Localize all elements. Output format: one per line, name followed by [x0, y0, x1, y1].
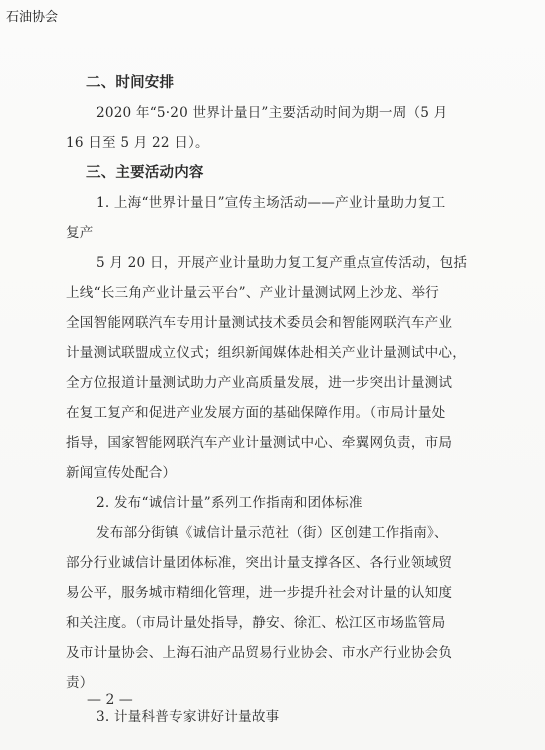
paragraph-line: 全方位报道计量测试助力产业高质量发展，进一步突出计量测试	[66, 375, 453, 391]
paragraph-line: 易公平，服务城市精细化管理，进一步提升社会对计量的认知度	[66, 585, 453, 601]
watermark-text: 石油协会	[6, 10, 59, 25]
page-number: — 2 —	[87, 692, 133, 708]
item-title: 1. 上海“世界计量日”宣传主场活动——产业计量助力复工	[96, 195, 446, 211]
document-body	[66, 68, 522, 732]
section-heading-schedule: 二、时间安排	[86, 75, 175, 91]
item-title: 复产	[66, 225, 94, 241]
paragraph-line: 在复工复产和促进产业发展方面的基础保障作用。（市局计量处	[66, 405, 446, 421]
paragraph-line: 和关注度。（市局计量处指导，静安、徐汇、松江区市场监管局	[66, 615, 446, 631]
item-title: 2. 发布“诚信计量”系列工作指南和团体标准	[96, 495, 363, 511]
paragraph-line: 16 日至 5 月 22 日）。	[66, 135, 209, 151]
section-heading-activities: 三、主要活动内容	[86, 165, 204, 181]
paragraph-line: 部分行业诚信计量团体标准，突出计量支撑各区、各行业领域贸	[66, 555, 453, 571]
paragraph-line: 5 月 20 日，开展产业计量助力复工复产重点宣传活动，包括	[96, 255, 468, 271]
paragraph-line: 责）	[66, 675, 94, 691]
paragraph-line: 全国智能网联汽车专用计量测试技术委员会和智能网联汽车产业	[66, 315, 453, 331]
paragraph-line: 发布部分街镇《诚信计量示范社（街）区创建工作指南》、	[96, 525, 448, 541]
paragraph-line: 及市计量协会、上海石油产品贸易行业协会、市水产行业协会负	[66, 645, 453, 661]
item-title: 3. 计量科普专家讲好计量故事	[96, 709, 280, 725]
paragraph-line: 上线“长三角产业计量云平台”、产业计量测试网上沙龙、举行	[66, 285, 439, 301]
paragraph-line: 指导，国家智能网联汽车产业计量测试中心、牵翼网负责，市局	[66, 435, 453, 451]
paragraph-line: 计量测试联盟成立仪式；组织新闻媒体赴相关产业计量测试中心，	[66, 345, 467, 361]
paragraph-line: 新闻宣传处配合）	[66, 465, 177, 481]
paragraph-line: 2020 年“5·20 世界计量日”主要活动时间为期一周（5 月	[96, 105, 448, 121]
